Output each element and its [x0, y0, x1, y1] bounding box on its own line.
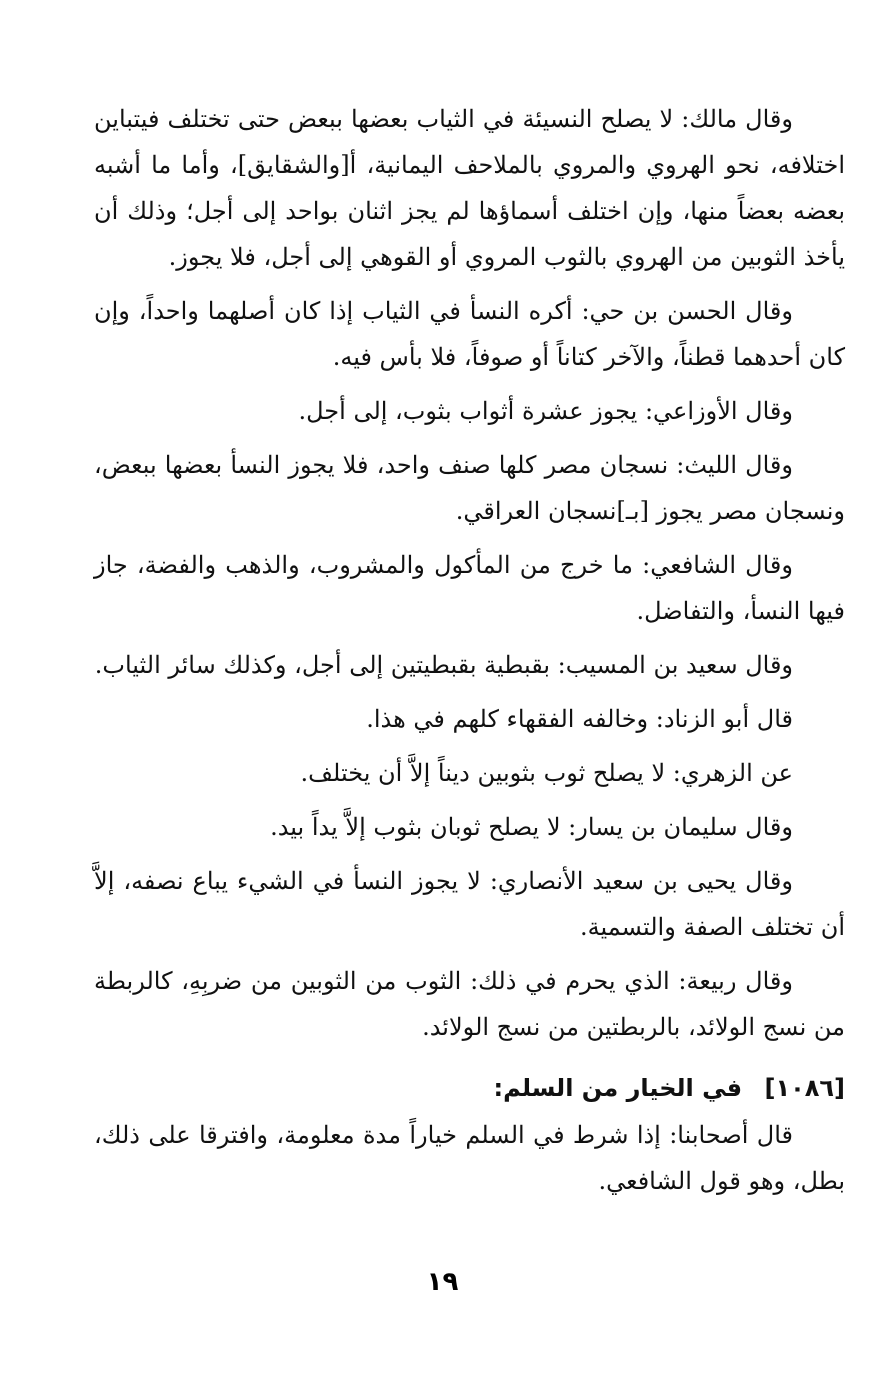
paragraph-zuhri: عن الزهري: لا يصلح ثوب بثوبين ديناً إلاَّ أن يختلف. — [300, 759, 793, 787]
paragraph-sulayman: وقال سليمان بن يسار: لا يصلح ثوبان بثوب إلاَّ يداً بيد. — [270, 813, 793, 841]
section-title: في الخيار من السلم: — [493, 1074, 743, 1102]
page-number: ١٩ — [426, 1267, 459, 1297]
section-number: [١٠٨٦] — [764, 1074, 845, 1102]
paragraph-shafii: وقال الشافعي: ما خرج من المأكول والمشروب، والذهب والفضة، جاز فيها النسأ، والتفاضل. — [94, 551, 845, 625]
paragraph-yahya: وقال يحيى بن سعيد الأنصاري: لا يجوز النسأ في الشيء يباع نصفه، إلاَّ أن تختلف الصفة والتسمية. — [94, 867, 845, 941]
section-paragraph: قال أصحابنا: إذا شرط في السلم خياراً مدة معلومة، وافترقا على ذلك، بطل، وهو قول الشافعي. — [94, 1121, 845, 1195]
paragraph-layth: وقال الليث: نسجان مصر كلها صنف واحد، فلا يجوز النسأ بعضها ببعض، ونسجان مصر يجوز [بـ]نسجان العراقي. — [94, 451, 845, 525]
section-heading — [94, 1068, 845, 1108]
paragraph-hasan: وقال الحسن بن حي: أكره النسأ في الثياب إذا كان أصلهما واحداً، وإن كان أحدهما قطناً، والآخر كتاناً أو صوفاً، فلا بأس فيه. — [94, 297, 845, 371]
paragraph-malik: وقال مالك: لا يصلح النسيئة في الثياب بعضها ببعض حتى تختلف فيتباين اختلافه، نحو الهروي والمروي بالملاحف اليمانية، أ[والشقايق]، وأما ما أشبه بعضه بعضاً منها، وإن اختلف أسماؤها لم يجز اثنان بواحد إلى أجل؛ وذلك أن يأخذ الثوبين من الهروي بالثوب المروي أو القوهي إلى أجل، فلا يجوز. — [94, 105, 845, 271]
paragraph-abu-zinad: قال أبو الزناد: وخالفه الفقهاء كلهم في هذا. — [366, 705, 793, 733]
paragraph-said: وقال سعيد بن المسيب: بقبطية بقبطيتين إلى أجل، وكذلك سائر الثياب. — [94, 651, 793, 679]
paragraph-awzai: وقال الأوزاعي: يجوز عشرة أثواب بثوب، إلى أجل. — [298, 397, 793, 425]
paragraph-rabia: وقال ربيعة: الذي يحرم في ذلك: الثوب من الثوبين من ضربِهِ، كالربطة من نسج الولائد، بالربطتين من نسج الولائد. — [94, 967, 845, 1041]
